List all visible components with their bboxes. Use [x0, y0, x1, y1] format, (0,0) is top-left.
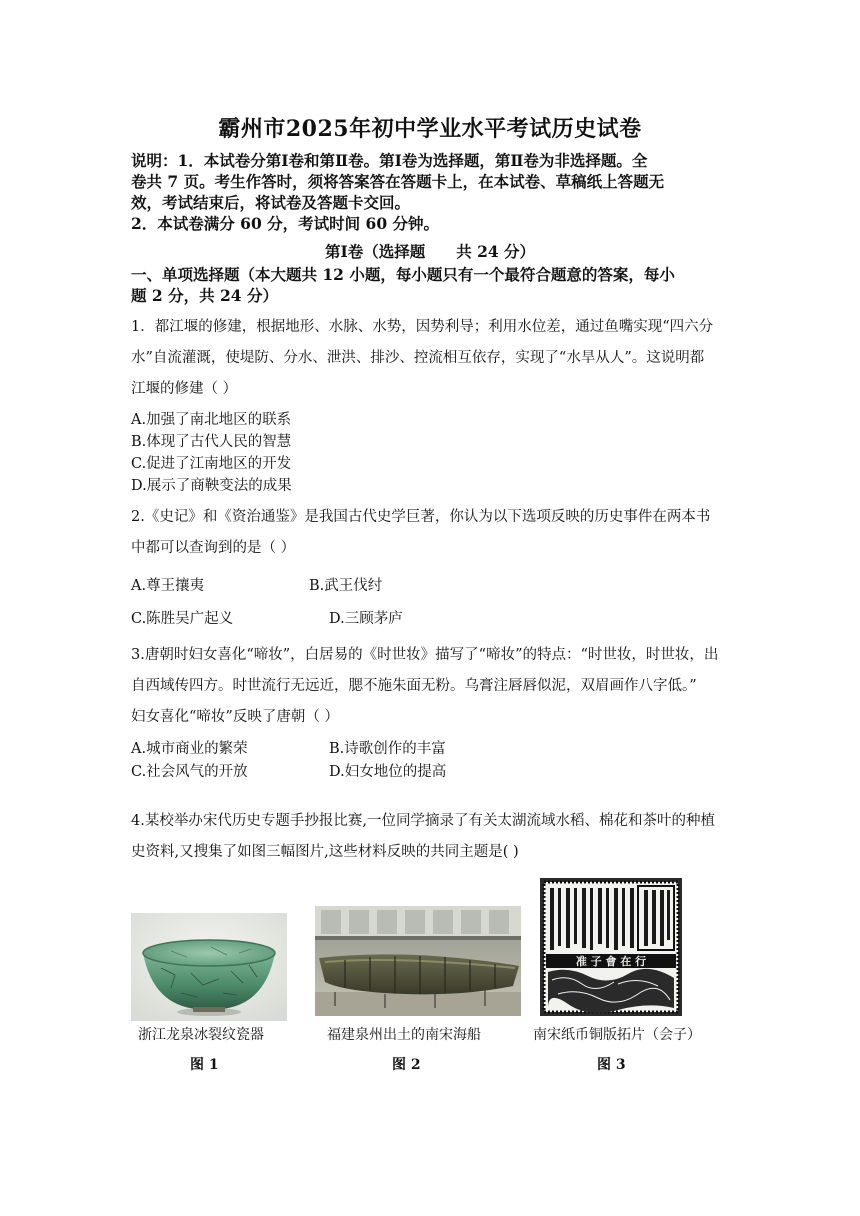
option-b: B.武王伐纣: [309, 578, 383, 594]
option-d: D.妇女地位的提高: [329, 764, 447, 780]
figure-3-caption: 南宋纸币铜版拓片（会子）: [533, 1027, 701, 1043]
question-line: 史资料,又搜集了如图三幅图片,这些材料反映的共同主题是( ): [131, 844, 519, 860]
option-c: C.陈胜吴广起义: [131, 611, 234, 627]
question-1-stem: [131, 312, 731, 405]
figure-1-image: [131, 913, 287, 1025]
option-d: D.三顾茅庐: [329, 611, 403, 627]
figure-3-label: 图 3: [597, 1057, 626, 1073]
question-2-stem: [131, 502, 731, 564]
option-d: D.展示了商鞅变法的成果: [131, 478, 292, 494]
option-b: B.诗歌创作的丰富: [329, 741, 446, 757]
question-line: 2.《史记》和《资治通鉴》是我国古代史学巨著，你认为以下选项反映的历史事件在两本书: [131, 509, 711, 525]
section-line: 题 2 分，共 24 分）: [131, 286, 278, 305]
celadon-bowl-icon: [131, 913, 287, 1021]
huizi-banknote-print-icon: [538, 876, 684, 1018]
question-line: 4.某校举办宋代历史专题手抄报比赛,一位同学摘录了有关太湖流域水稻、棉花和茶叶的种植: [131, 813, 715, 829]
option-b: B.体现了古代人民的智慧: [131, 434, 292, 450]
figure-2-caption: 福建泉州出土的南宋海船: [327, 1027, 481, 1043]
part-title: 第Ⅰ卷（选择题 共 24 分）: [324, 242, 536, 261]
option-c: C.促进了江南地区的开发: [131, 456, 292, 472]
option-a: A.加强了南北地区的联系: [131, 412, 292, 428]
section-line: 一、单项选择题（本大题共 12 小题，每小题只有一个最符合题意的答案，每小: [131, 265, 675, 284]
exam-title: 霸州市2025年初中学业水平考试历史试卷: [218, 116, 642, 142]
question-line: 水”自流灌溉，使堤防、分水、泄洪、排沙、控流相互依存，实现了“水旱从人”。这说明都: [131, 350, 705, 366]
section-heading: [131, 264, 731, 306]
instructions: [131, 150, 731, 234]
instruction-line: 效，考试结束后，将试卷及答题卡交回。: [131, 193, 411, 212]
question-line: 江堰的修建（ ）: [131, 381, 238, 397]
instruction-line: 2．本试卷满分 60 分，考试时间 60 分钟。: [131, 214, 440, 233]
question-3-stem: [131, 640, 731, 733]
question-4-stem: [131, 806, 731, 868]
figure-3-image: [538, 876, 684, 1022]
song-ship-icon: [315, 906, 521, 1016]
instruction-line: 卷共 7 页。考生作答时，须将答案答在答题卡上，在本试卷、草稿纸上答题无: [131, 172, 665, 191]
question-1-options: [131, 409, 731, 497]
banknote-text: 准 子 會 在 行: [575, 955, 647, 968]
option-c: C.社会风气的开放: [131, 764, 248, 780]
question-line: 中都可以查询到的是（ ）: [131, 540, 296, 556]
figure-1-caption: 浙江龙泉冰裂纹瓷器: [138, 1027, 264, 1043]
figure-2-image: [315, 906, 521, 1020]
figure-2-label: 图 2: [392, 1057, 421, 1073]
figure-1-label: 图 1: [190, 1057, 219, 1073]
question-line: 3.唐朝时妇女喜化“啼妆”，白居易的《时世妆》描写了“啼妆”的特点：“时世妆，时世妆，出: [131, 647, 719, 663]
question-line: 自西域传四方。时世流行无远近，腮不施朱面无粉。乌膏注唇唇似泥，双眉画作八字低。”: [131, 678, 697, 694]
instruction-line: 说明：1．本试卷分第Ⅰ卷和第Ⅱ卷。第Ⅰ卷为选择题，第Ⅱ卷为非选择题。全: [131, 151, 648, 170]
option-a: A.城市商业的繁荣: [131, 741, 248, 757]
question-line: 妇女喜化“啼妆”反映了唐朝（ ）: [131, 709, 339, 725]
question-line: 1．都江堰的修建，根据地形、水脉、水势，因势利导；利用水位差，通过鱼嘴实现“四六分: [131, 319, 714, 335]
option-a: A.尊王攘夷: [131, 578, 205, 594]
